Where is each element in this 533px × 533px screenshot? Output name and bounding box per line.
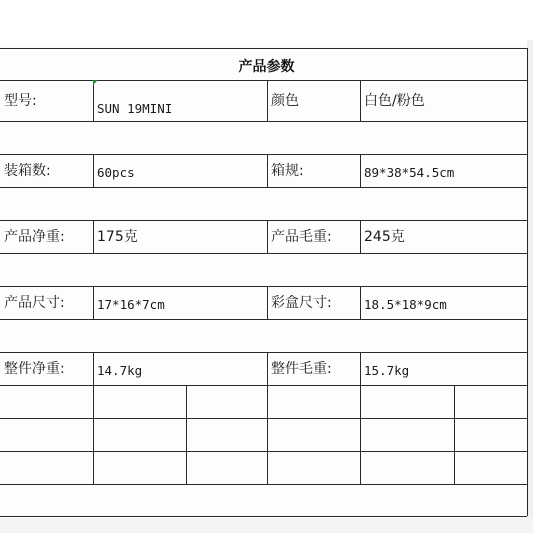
- gift-box-size-value: 18.5*18*9cm: [364, 297, 447, 312]
- gift-box-size-label: 彩盒尺寸:: [271, 295, 332, 311]
- column-border: [93, 385, 94, 484]
- cell-comment-marker: [93, 80, 98, 85]
- net-weight-label: 产品净重:: [4, 229, 65, 245]
- column-border: [360, 154, 361, 187]
- column-border: [93, 154, 94, 187]
- carton-net-weight-label: 整件净重:: [4, 361, 65, 377]
- row-border: [0, 385, 527, 386]
- column-border: [267, 80, 268, 121]
- carton-gross-weight-label: 整件毛重:: [271, 361, 332, 377]
- column-border: [93, 352, 94, 385]
- row-border: [0, 121, 527, 122]
- row-border: [0, 319, 527, 320]
- row-border: [0, 451, 527, 452]
- row-border: [0, 418, 527, 419]
- column-border: [360, 220, 361, 253]
- column-border: [454, 385, 455, 484]
- row-border: [0, 516, 527, 517]
- column-border: [267, 286, 268, 319]
- model-label: 型号:: [4, 93, 37, 109]
- carton-qty-label: 装箱数:: [4, 163, 51, 179]
- gross-weight-value: 245克: [364, 229, 405, 245]
- row-border: [0, 253, 527, 254]
- column-border: [267, 220, 268, 253]
- gross-weight-label: 产品毛重:: [271, 229, 332, 245]
- model-value: SUN 19MINI: [97, 101, 173, 116]
- carton-net-weight-value: 14.7kg: [97, 363, 143, 378]
- product-size-value: 17*16*7cm: [97, 297, 165, 312]
- column-border: [360, 286, 361, 319]
- color-label: 颜色: [271, 93, 299, 109]
- column-border: [93, 220, 94, 253]
- row-border: [0, 484, 527, 485]
- column-border: [186, 385, 187, 484]
- column-border: [360, 352, 361, 385]
- column-border: [267, 154, 268, 187]
- row-border: [0, 154, 527, 155]
- row-border: [0, 48, 527, 49]
- carton-size-label: 箱规:: [271, 163, 304, 179]
- column-border: [360, 385, 361, 484]
- column-border: [267, 352, 268, 385]
- product-size-label: 产品尺寸:: [4, 295, 65, 311]
- row-border: [0, 187, 527, 188]
- column-border: [527, 48, 528, 516]
- row-border: [0, 352, 527, 353]
- carton-size-value: 89*38*54.5cm: [364, 165, 455, 180]
- net-weight-value: 175克: [97, 229, 138, 245]
- column-border: [267, 385, 268, 484]
- table-title: 产品参数: [238, 59, 295, 75]
- column-border: [93, 80, 94, 121]
- row-border: [0, 80, 527, 81]
- column-border: [360, 80, 361, 121]
- carton-gross-weight-value: 15.7kg: [364, 363, 410, 378]
- row-border: [0, 220, 527, 221]
- color-value: 白色/粉色: [364, 93, 425, 109]
- carton-qty-value: 60pcs: [97, 165, 135, 180]
- column-border: [93, 286, 94, 319]
- row-border: [0, 286, 527, 287]
